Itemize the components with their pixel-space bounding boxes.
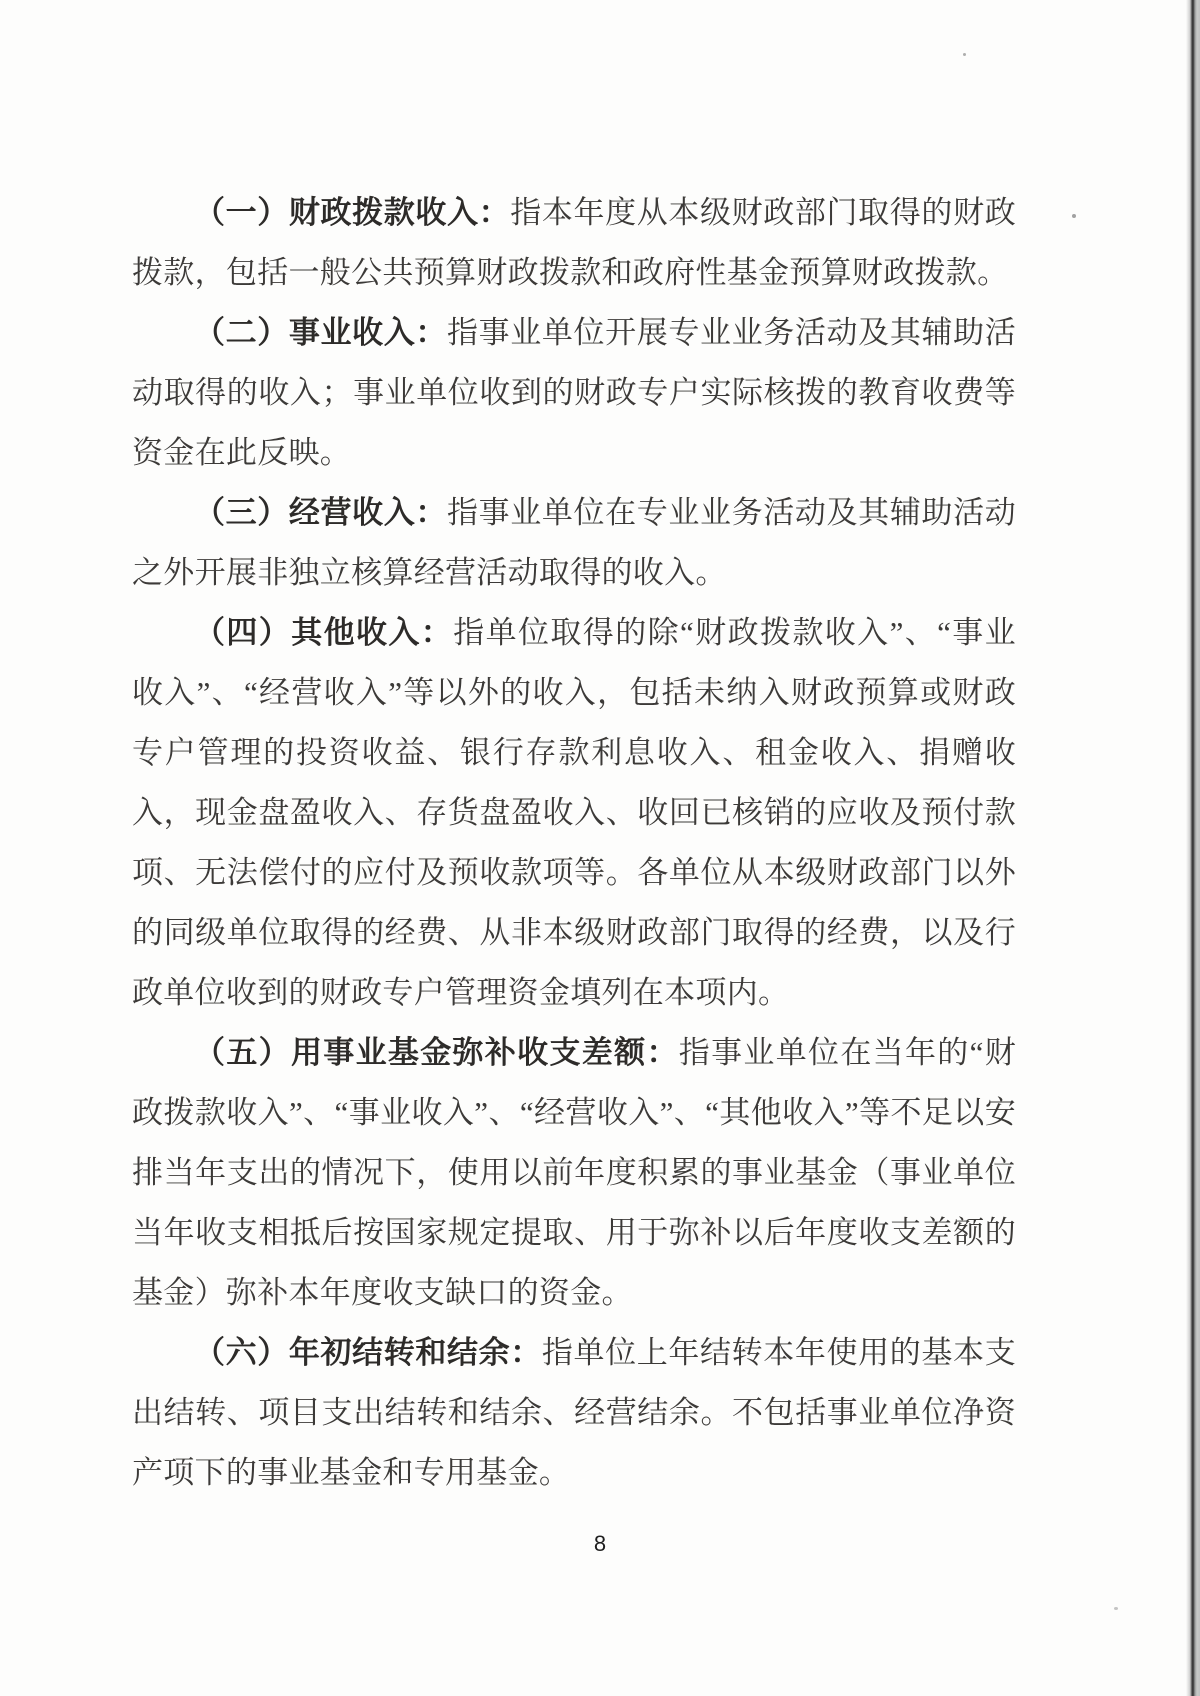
paragraph-operating-income-public: [132, 303, 1016, 483]
page-number: 8: [593, 1531, 607, 1556]
paragraph-business-income: [132, 483, 1016, 603]
paragraph-body: 指单位取得的除“财政拨款收入”、“事业收入”、“经营收入”等以外的收入，包括未纳入财政预算或财政专户管理的投资收益、银行存款利息收入、租金收入、捐赠收入，现金盘盈收入、存货盘盈收入、收回已核销的应收及预付款项、无法偿付的应付及预收款项等。各单位从本级财政部门以外的同级单位取得的经费、从非本级财政部门取得的经费，以及行政单位收到的财政专户管理资金填列在本项内。: [132, 615, 1016, 1010]
scan-speck: [1072, 214, 1076, 218]
paragraph-lead: （五）用事业基金弥补收支差额：: [194, 1035, 679, 1070]
paragraph-body: 指本年度从本级财政部门取得的财政拨款，包括一般公共预算财政拨款和政府性基金预算财政拨款。: [132, 195, 1016, 290]
document-text: [132, 183, 1016, 1503]
paragraph-lead: （六）年初结转和结余：: [194, 1335, 542, 1370]
paragraph-carryover-balance: [132, 1323, 1016, 1503]
paragraph-lead: （一）财政拨款收入：: [194, 195, 511, 230]
paragraph-body: 指事业单位开展专业业务活动及其辅助活动取得的收入；事业单位收到的财政专户实际核拨的教育收费等资金在此反映。: [132, 315, 1016, 470]
paragraph-other-income: [132, 603, 1016, 1023]
scan-speck: [963, 53, 966, 56]
paragraph-fund-deficit-coverage: [132, 1023, 1016, 1323]
paragraph-body: 指单位上年结转本年使用的基本支出结转、项目支出结转和结余、经营结余。不包括事业单位净资产项下的事业基金和专用基金。: [132, 1335, 1016, 1490]
paragraph-body: 指事业单位在专业业务活动及其辅助活动之外开展非独立核算经营活动取得的收入。: [132, 495, 1016, 590]
paragraph-lead: （四）其他收入：: [194, 615, 454, 650]
scan-speck: [1114, 1607, 1118, 1610]
paragraph-fiscal-appropriation-income: [132, 183, 1016, 303]
paragraph-lead: （三）经营收入：: [194, 495, 448, 530]
paragraph-lead: （二）事业收入：: [194, 315, 448, 350]
scan-edge-artifact: [1186, 0, 1200, 1696]
paragraph-body: 指事业单位在当年的“财政拨款收入”、“事业收入”、“经营收入”、“其他收入”等不足以安排当年支出的情况下，使用以前年度积累的事业基金（事业单位当年收支相抵后按国家规定提取、用于弥补以后年度收支差额的基金）弥补本年度收支缺口的资金。: [132, 1035, 1016, 1310]
